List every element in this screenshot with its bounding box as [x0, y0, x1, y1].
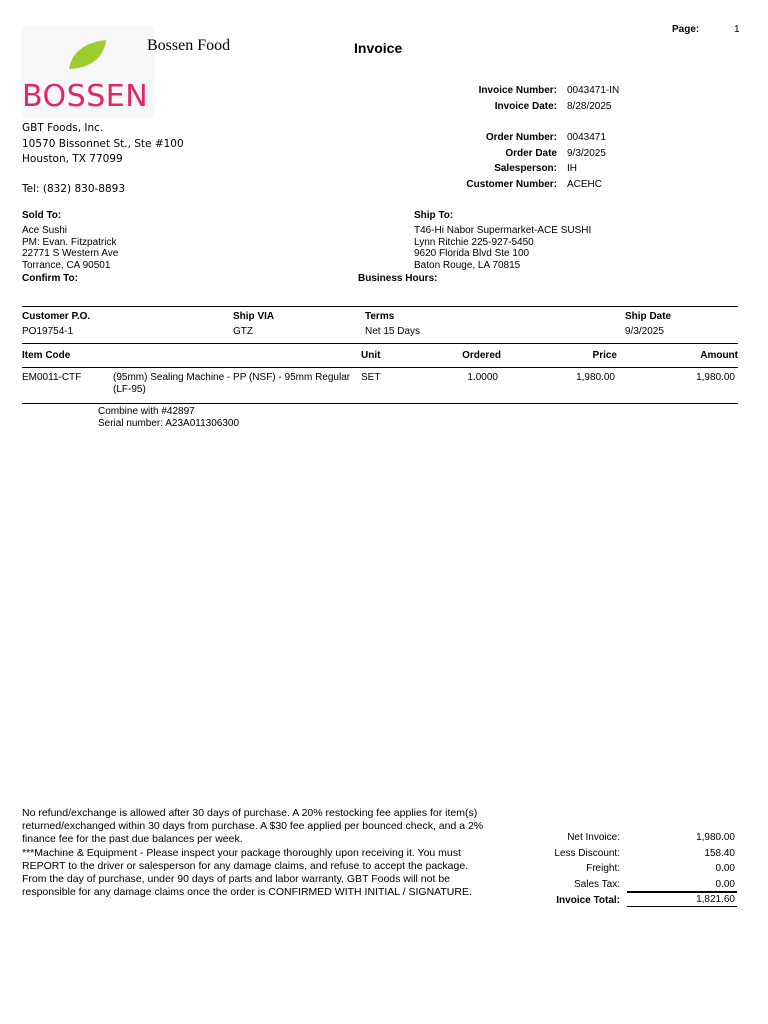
terms-note-line: REPORT to the driver or salesperson for any damage claims, and refuse to accept the package. [22, 859, 469, 872]
sales-tax-value: 0.00 [715, 879, 735, 890]
sold-to-address [22, 225, 118, 271]
invoice-date-value: 8/28/2025 [567, 101, 612, 112]
item-unit: SET [361, 372, 381, 383]
item-amount: 1,980.00 [696, 372, 735, 383]
company-tel: Tel: (832) 830-8893 [22, 183, 126, 195]
terms-notes [22, 807, 522, 899]
item-code: EM0011-CTF [22, 372, 82, 383]
logo-wordmark: BOSSEN [22, 79, 149, 114]
ship-to-line: Baton Rouge, LA 70815 [414, 259, 521, 271]
invoice-total-value: 1,821.60 [696, 894, 735, 905]
sold-to-label: Sold To: [22, 210, 62, 221]
brand-name: Bossen Food [147, 37, 231, 54]
invoice-number-label: Invoice Number: [478, 85, 557, 96]
item-description [113, 372, 350, 395]
divider [22, 403, 738, 404]
company-name: GBT Foods, Inc. [22, 122, 104, 134]
ship-to-address [414, 225, 591, 271]
item-price: 1,980.00 [576, 372, 615, 383]
business-hours-label: Business Hours: [358, 273, 438, 284]
salesperson-label: Salesperson: [494, 163, 557, 174]
terms-note-line: From the day of purchase, under 90 days of parts and labor warranty, GBT Foods will not be [22, 873, 450, 886]
amount-header: Amount [700, 350, 738, 361]
freight-value: 0.00 [715, 863, 735, 874]
company-address-line: 10570 Bissonnet St., Ste #100 [22, 137, 184, 150]
invoice-total-label: Invoice Total: [556, 895, 620, 906]
terms-label: Terms [365, 311, 395, 322]
sold-to-line: Ace Sushi [22, 225, 68, 236]
divider [22, 367, 738, 368]
confirm-to-label: Confirm To: [22, 273, 78, 284]
net-invoice-value: 1,980.00 [696, 832, 735, 843]
total-rule [627, 891, 737, 893]
sold-to-line: Torrance, CA 90501 [22, 259, 111, 271]
ship-to-label: Ship To: [414, 210, 454, 221]
terms-note-line: responsible for any damage claims once the order is CONFIRMED WITH INITIAL / SIGNATURE. [22, 886, 472, 899]
ship-via-value: GTZ [233, 326, 253, 337]
sales-tax-label: Sales Tax: [574, 879, 620, 890]
item-description-line: (LF-95) [113, 383, 146, 395]
terms-note-line: returned/exchanged within 30 days from purchase. A $30 fee applied per bounced check, and a 2% [22, 820, 484, 833]
terms-note-line: No refund/exchange is allowed after 30 days of purchase. A 20% restocking fee applies for item(s) [22, 807, 478, 819]
divider [22, 306, 738, 307]
item-code-header: Item Code [22, 350, 71, 361]
net-invoice-label: Net Invoice: [567, 832, 620, 843]
page-number: 1 [734, 24, 740, 35]
customer-po-label: Customer P.O. [22, 311, 91, 322]
item-notes [98, 406, 239, 429]
ordered-header: Ordered [462, 350, 501, 361]
terms-value: Net 15 Days [365, 326, 421, 337]
salesperson-value: IH [567, 163, 577, 174]
sold-to-line: PM: Evan. Fitzpatrick [22, 236, 117, 248]
order-number-value: 0043471 [567, 132, 606, 143]
item-note: Serial number: A23A011306300 [98, 417, 240, 429]
customer-po-value: PO19754-1 [22, 326, 74, 337]
ship-via-label: Ship VIA [233, 311, 275, 322]
less-discount-value: 158.40 [704, 848, 735, 859]
total-underline [627, 906, 737, 907]
document-title: Invoice [354, 40, 403, 56]
company-address-line: Houston, TX 77099 [22, 153, 123, 165]
freight-label: Freight: [586, 863, 620, 874]
invoice-number-value: 0043471-IN [567, 85, 620, 96]
item-description-line: (95mm) Sealing Machine - PP (NSF) - 95mm Regular [113, 372, 351, 383]
customer-number-value: ACEHC [567, 179, 603, 190]
price-header: Price [592, 350, 617, 361]
order-number-label: Order Number: [485, 132, 557, 143]
unit-header: Unit [361, 350, 381, 361]
divider [22, 343, 738, 344]
ship-date-label: Ship Date [625, 311, 672, 322]
ship-to-line: T46-Hi Nabor Supermarket-ACE SUSHI [414, 225, 592, 236]
order-date-value: 9/3/2025 [567, 148, 606, 159]
company-address [22, 121, 184, 168]
invoice-date-label: Invoice Date: [494, 101, 557, 112]
leaf-icon [66, 38, 110, 72]
less-discount-label: Less Discount: [554, 848, 620, 859]
ship-to-line: Lynn Ritchie 225-927-5450 [414, 236, 534, 248]
item-note: Combine with #42897 [98, 406, 195, 417]
terms-note-line: finance fee for the past due balances per week. [22, 833, 243, 846]
page-label: Page: [672, 24, 700, 35]
order-date-label: Order Date [505, 148, 557, 159]
sold-to-line: 22771 S Western Ave [22, 248, 119, 259]
terms-note-line: ***Machine & Equipment - Please inspect your package thoroughly upon receiving it. You must [22, 846, 461, 859]
customer-number-label: Customer Number: [466, 179, 557, 190]
ship-to-line: 9620 Florida Blvd Ste 100 [414, 248, 530, 259]
ship-date-value: 9/3/2025 [625, 326, 664, 337]
item-ordered: 1.0000 [467, 372, 498, 383]
